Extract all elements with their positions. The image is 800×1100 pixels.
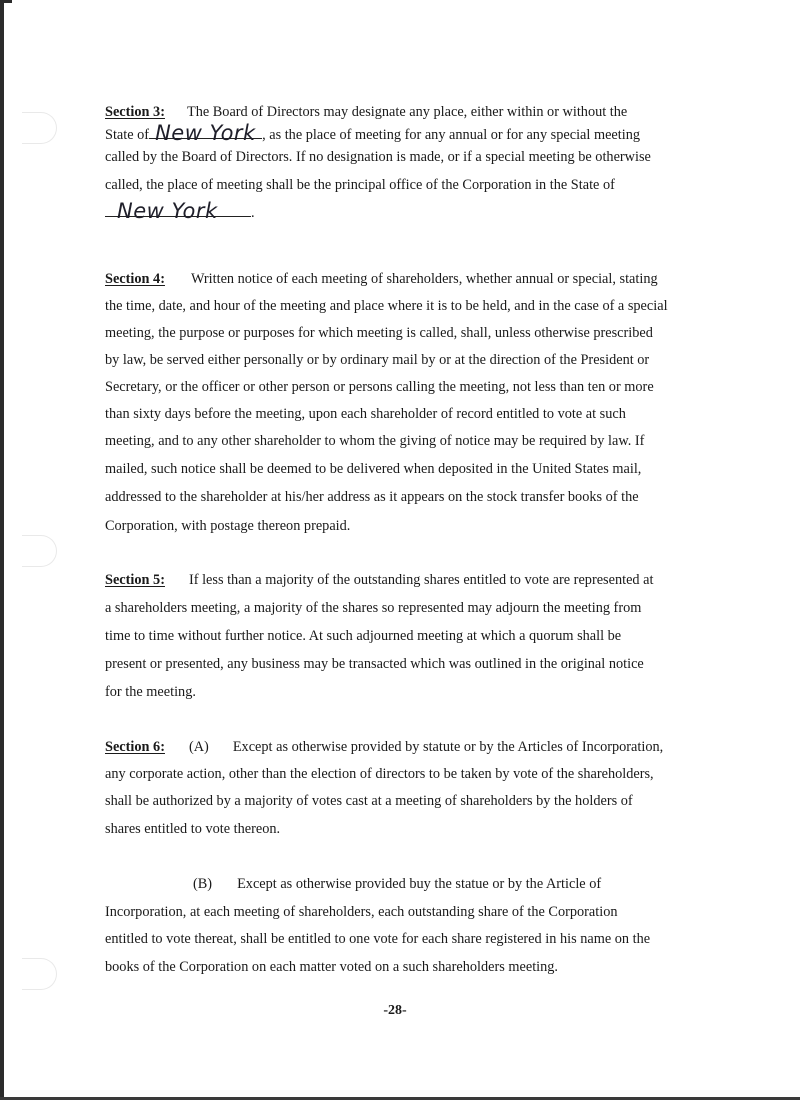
section-6-line: shall be authorized by a majority of votes cast at a meeting of shareholders by the holders of <box>105 793 633 809</box>
section-6-line: shares entitled to vote thereon. <box>105 821 281 837</box>
section-6-line: books of the Corporation on each matter voted on a such shareholders meeting. <box>105 959 559 975</box>
section-4-line: meeting, and to any other shareholder to whom the giving of notice may be required by law. If <box>105 433 645 449</box>
section-3-text: . <box>251 205 255 221</box>
section-4-line: by law, be served either personally or by ordinary mail by or at the direction of the President or <box>105 352 650 368</box>
punch-hole-mark <box>22 112 57 144</box>
section-4-heading: Section 4: <box>105 271 165 287</box>
section-6-text: Except as otherwise provided by statute or by the Articles of Incorporation, <box>232 739 664 755</box>
punch-hole-mark <box>22 535 57 567</box>
scan-corner-mark <box>0 0 12 3</box>
section-6-heading: Section 6: <box>105 739 165 755</box>
page-number: -28- <box>383 1003 407 1018</box>
section-3-line <box>105 121 641 145</box>
handwritten-state: New York <box>155 121 256 145</box>
section-6-line: Incorporation, at each meeting of shareholders, each outstanding share of the Corporation <box>105 904 618 920</box>
section-4-text: Written notice of each meeting of shareholders, whether annual or special, stating <box>190 271 658 287</box>
section-4-line <box>105 270 658 288</box>
section-3-line <box>105 103 627 121</box>
section-4-line: the time, date, and hour of the meeting and place where it is to be held, and in the case of a special <box>105 298 668 314</box>
section-5-line: present or presented, any business may be transacted which was outlined in the original notice <box>105 656 644 672</box>
section-5-text: If less than a majority of the outstanding shares entitled to vote are represented at <box>188 572 654 588</box>
section-4-line: meeting, the purpose or purposes for which meeting is called, shall, unless otherwise prescribed <box>105 325 653 341</box>
section-5-line: for the meeting. <box>105 684 196 700</box>
section-4-line: Secretary, or the officer or other person or persons calling the meeting, not less than ten or more <box>105 379 654 395</box>
section-6-line: any corporate action, other than the election of directors to be taken by vote of the shareholders, <box>105 766 654 782</box>
section-6-text: Except as otherwise provided buy the statue or by the Article of <box>237 876 602 892</box>
section-6-line <box>105 738 663 756</box>
scan-left-edge <box>0 0 4 1100</box>
section-5-line: time to time without further notice. At such adjourned meeting at which a quorum shall be <box>105 628 622 644</box>
section-3-heading: Section 3: <box>105 104 165 120</box>
section-3-line <box>105 199 255 223</box>
section-6-line <box>193 875 601 893</box>
section-5-line: a shareholders meeting, a majority of the shares so represented may adjourn the meeting from <box>105 600 642 616</box>
punch-hole-mark <box>22 958 57 990</box>
section-4-line: mailed, such notice shall be deemed to be delivered when deposited in the United States mail, <box>105 461 642 477</box>
section-5-line <box>105 571 653 589</box>
section-3-text: The Board of Directors may designate any place, either within or without the <box>186 104 628 120</box>
section-4-line: Corporation, with postage thereon prepaid. <box>105 518 351 534</box>
section-3-text: State of <box>105 127 150 143</box>
section-3-line: called by the Board of Directors. If no designation is made, or if a special meeting be otherwise <box>105 149 651 165</box>
section-3-line: called, the place of meeting shall be the principal office of the Corporation in the State of <box>105 177 615 193</box>
subsection-a-label: (A) <box>188 739 209 755</box>
subsection-b-label: (B) <box>193 876 213 892</box>
section-6-line: entitled to vote thereat, shall be entitled to one vote for each share registered in his name on the <box>105 931 651 947</box>
section-4-line: addressed to the shareholder at his/her address as it appears on the stock transfer books of the <box>105 489 639 505</box>
section-4-line: than sixty days before the meeting, upon each shareholder of record entitled to vote at such <box>105 406 626 422</box>
handwritten-state: New York <box>117 199 218 223</box>
section-3-text: , as the place of meeting for any annual or for any special meeting <box>262 127 641 143</box>
section-5-heading: Section 5: <box>105 572 165 588</box>
state-blank-field <box>105 199 251 223</box>
state-blank-field <box>149 121 262 145</box>
